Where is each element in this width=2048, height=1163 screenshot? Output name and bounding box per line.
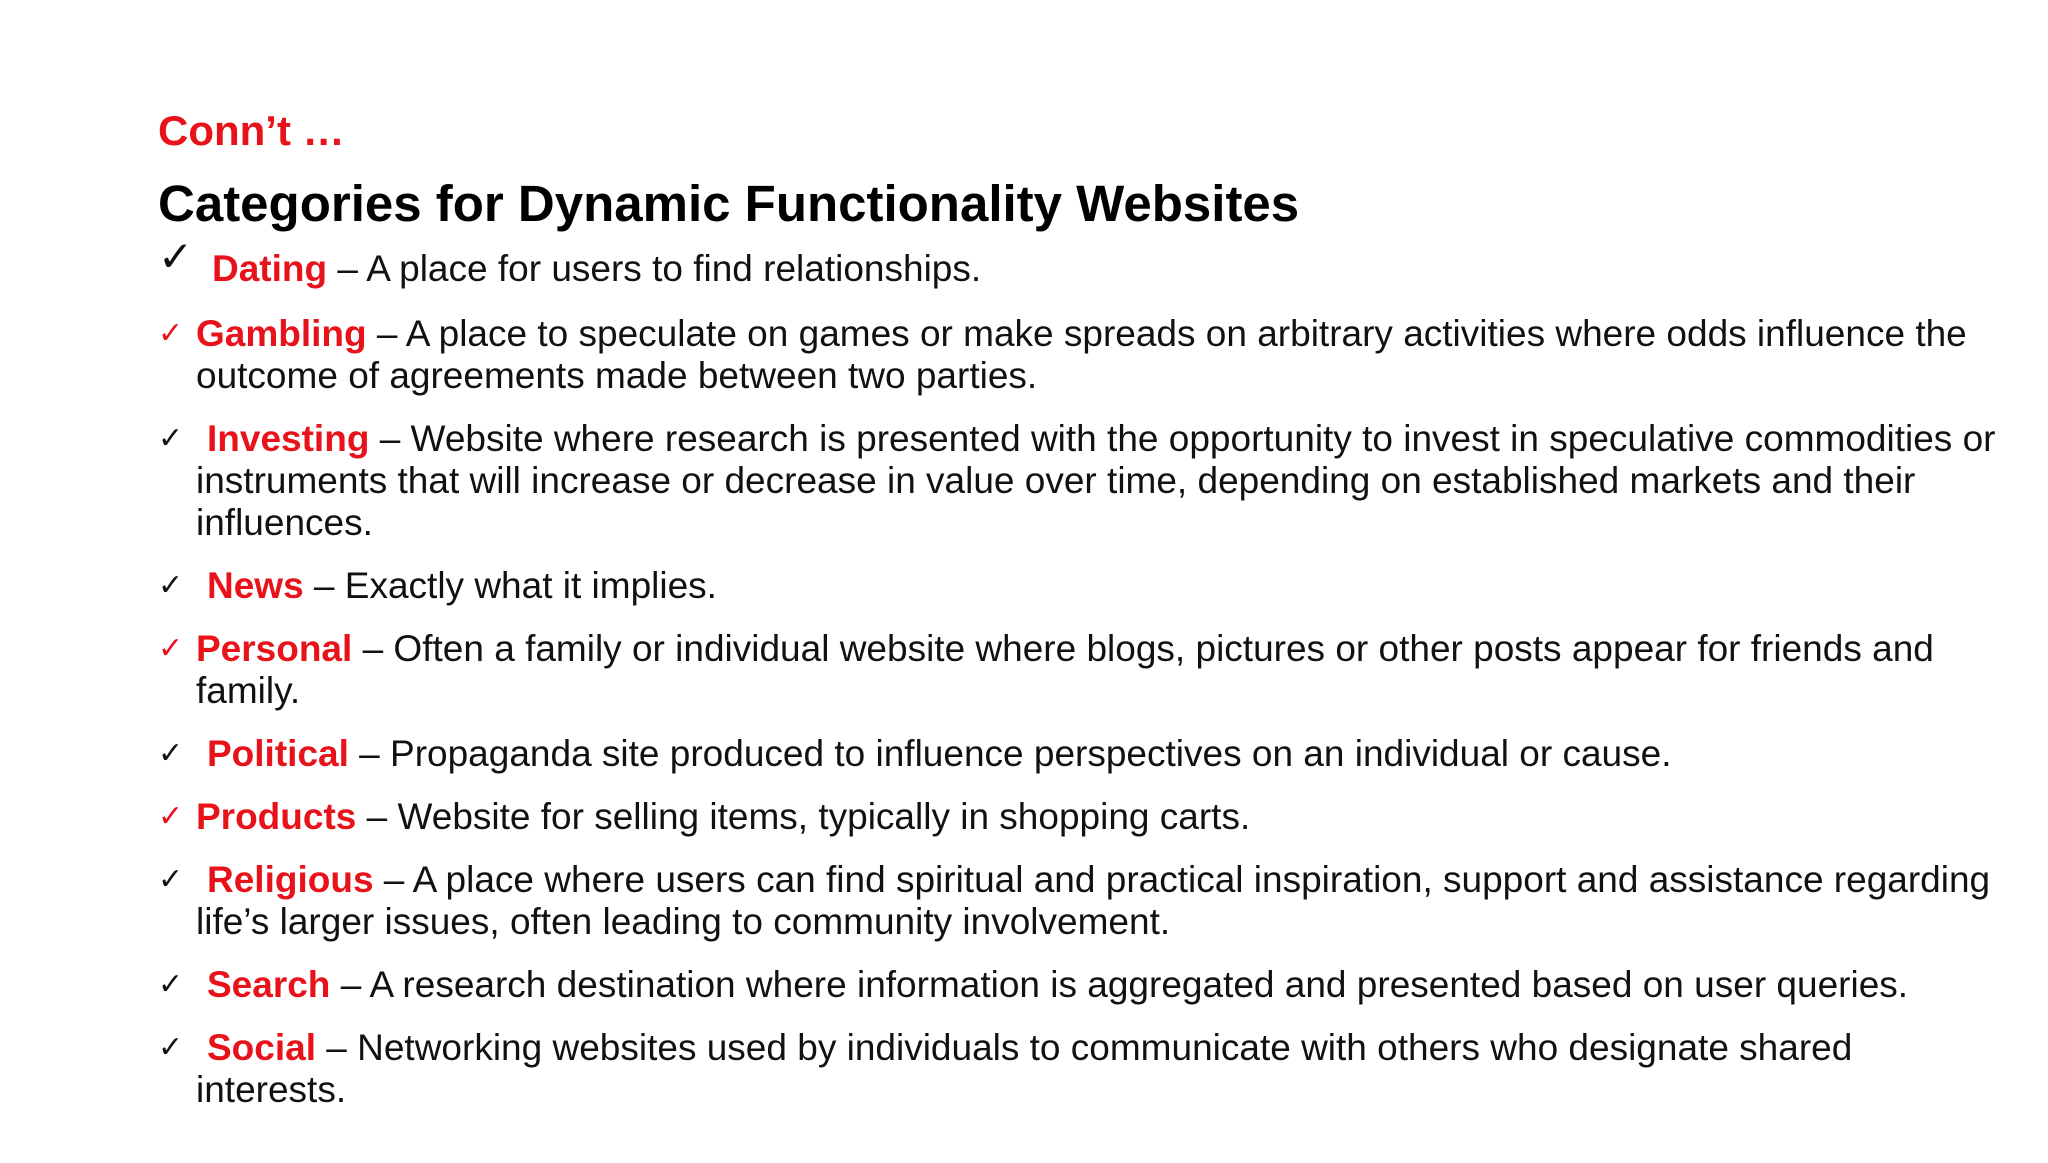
check-icon: ✓ [158,736,184,771]
list-item-personal [158,628,1998,712]
category-description: – Networking websites used by individuals to communicate with others who designate shared interests. [196,1027,1853,1110]
check-icon: ✓ [158,862,184,897]
check-icon: ✓ [158,631,184,666]
check-icon: ✓ [158,967,184,1002]
slide-title: Categories for Dynamic Functionality Websites [158,175,1300,232]
slide-subtitle: Conn’t … [158,107,345,154]
category-term: Search [207,964,331,1005]
list-item-social [158,1027,1998,1111]
category-term: Gambling [196,313,367,354]
category-list [158,232,1998,1132]
category-description: – A research destination where information is aggregated and presented based on user queries. [330,964,1909,1005]
list-item-products [158,796,1998,838]
check-icon: ✓ [158,1030,184,1065]
category-description: – A place where users can find spiritual and practical inspiration, support and assistance regarding life’s larger issues, often leading to community involvement. [196,859,1991,942]
category-term: Investing [207,418,370,459]
check-icon: ✓ [158,799,184,834]
category-term: Political [207,733,349,774]
check-icon: ✓ [158,568,184,603]
category-description: – A place for users to find relationships. [327,248,982,289]
list-item-investing [158,418,1998,544]
check-icon: ✓ [158,316,184,351]
category-description: – Website where research is presented with the opportunity to invest in speculative commodities or instruments that will increase or decrease in value over time, depending on established markets and their influences. [196,418,1996,543]
category-term: Personal [196,628,353,669]
category-description: – Propaganda site produced to influence perspectives on an individual or cause. [348,733,1672,774]
check-icon: ✓ [158,421,184,456]
check-icon: ✓ [158,232,194,281]
list-item-gambling [158,313,1998,397]
list-item-news [158,565,1998,607]
category-term: Dating [212,248,328,289]
category-description: – Often a family or individual website where blogs, pictures or other posts appear for friends and family. [196,628,1934,711]
list-item-religious [158,859,1998,943]
category-term: Social [207,1027,316,1068]
category-term: Products [196,796,357,837]
category-description: – A place to speculate on games or make spreads on arbitrary activities where odds influence the outcome of agreements made between two parties. [196,313,1967,396]
list-item-political [158,733,1998,775]
list-item-search [158,964,1998,1006]
category-term: Religious [207,859,374,900]
category-description: – Exactly what it implies. [303,565,717,606]
category-term: News [207,565,304,606]
list-item-dating [158,232,1998,290]
category-description: – Website for selling items, typically in shopping carts. [356,796,1251,837]
